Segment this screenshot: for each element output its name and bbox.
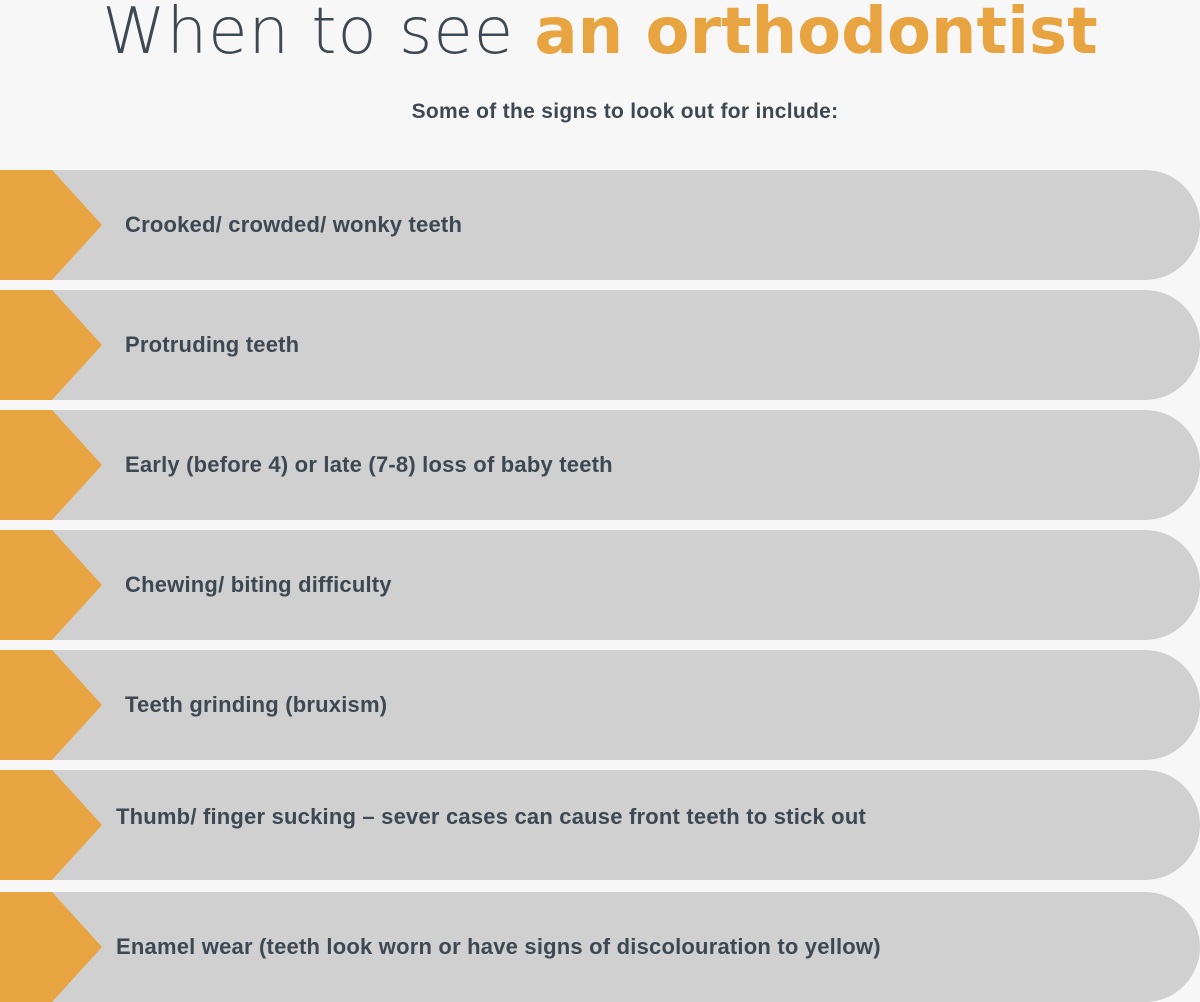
list-item-enamel-wear — [0, 892, 1200, 1002]
list-item-baby-teeth-loss — [0, 410, 1200, 520]
chevron-right-icon — [0, 410, 102, 520]
list-item-label: Early (before 4) or late (7-8) loss of baby teeth — [125, 452, 613, 477]
list-item-label: Chewing/ biting difficulty — [125, 572, 392, 597]
list-item-teeth-grinding — [0, 650, 1200, 760]
list-item-label: Teeth grinding (bruxism) — [125, 692, 388, 717]
chevron-right-icon — [0, 290, 102, 400]
list-item-crooked-teeth — [0, 170, 1200, 280]
chevron-right-icon — [0, 170, 102, 280]
chevron-right-icon — [0, 530, 102, 640]
page-title-plain: When to see — [102, 0, 515, 69]
list-item-label: Crooked/ crowded/ wonky teeth — [125, 212, 463, 237]
chevron-right-icon — [0, 892, 102, 1002]
page-title — [0, 0, 1200, 72]
list-item-label: Protruding teeth — [125, 332, 300, 357]
chevron-right-icon — [0, 650, 102, 760]
list-item-protruding-teeth — [0, 290, 1200, 400]
chevron-right-icon — [0, 770, 102, 880]
page-subtitle: Some of the signs to look out for include: — [411, 100, 839, 123]
list-item-chewing-difficulty — [0, 530, 1200, 640]
page-title-accent: an orthodontist — [534, 0, 1098, 69]
list-item-label: Enamel wear (teeth look worn or have signs of discolouration to yellow) — [116, 934, 881, 959]
list-item-label: Thumb/ finger sucking – sever cases can cause front teeth to stick out — [116, 804, 866, 829]
list-item-thumb-sucking — [0, 770, 1200, 880]
